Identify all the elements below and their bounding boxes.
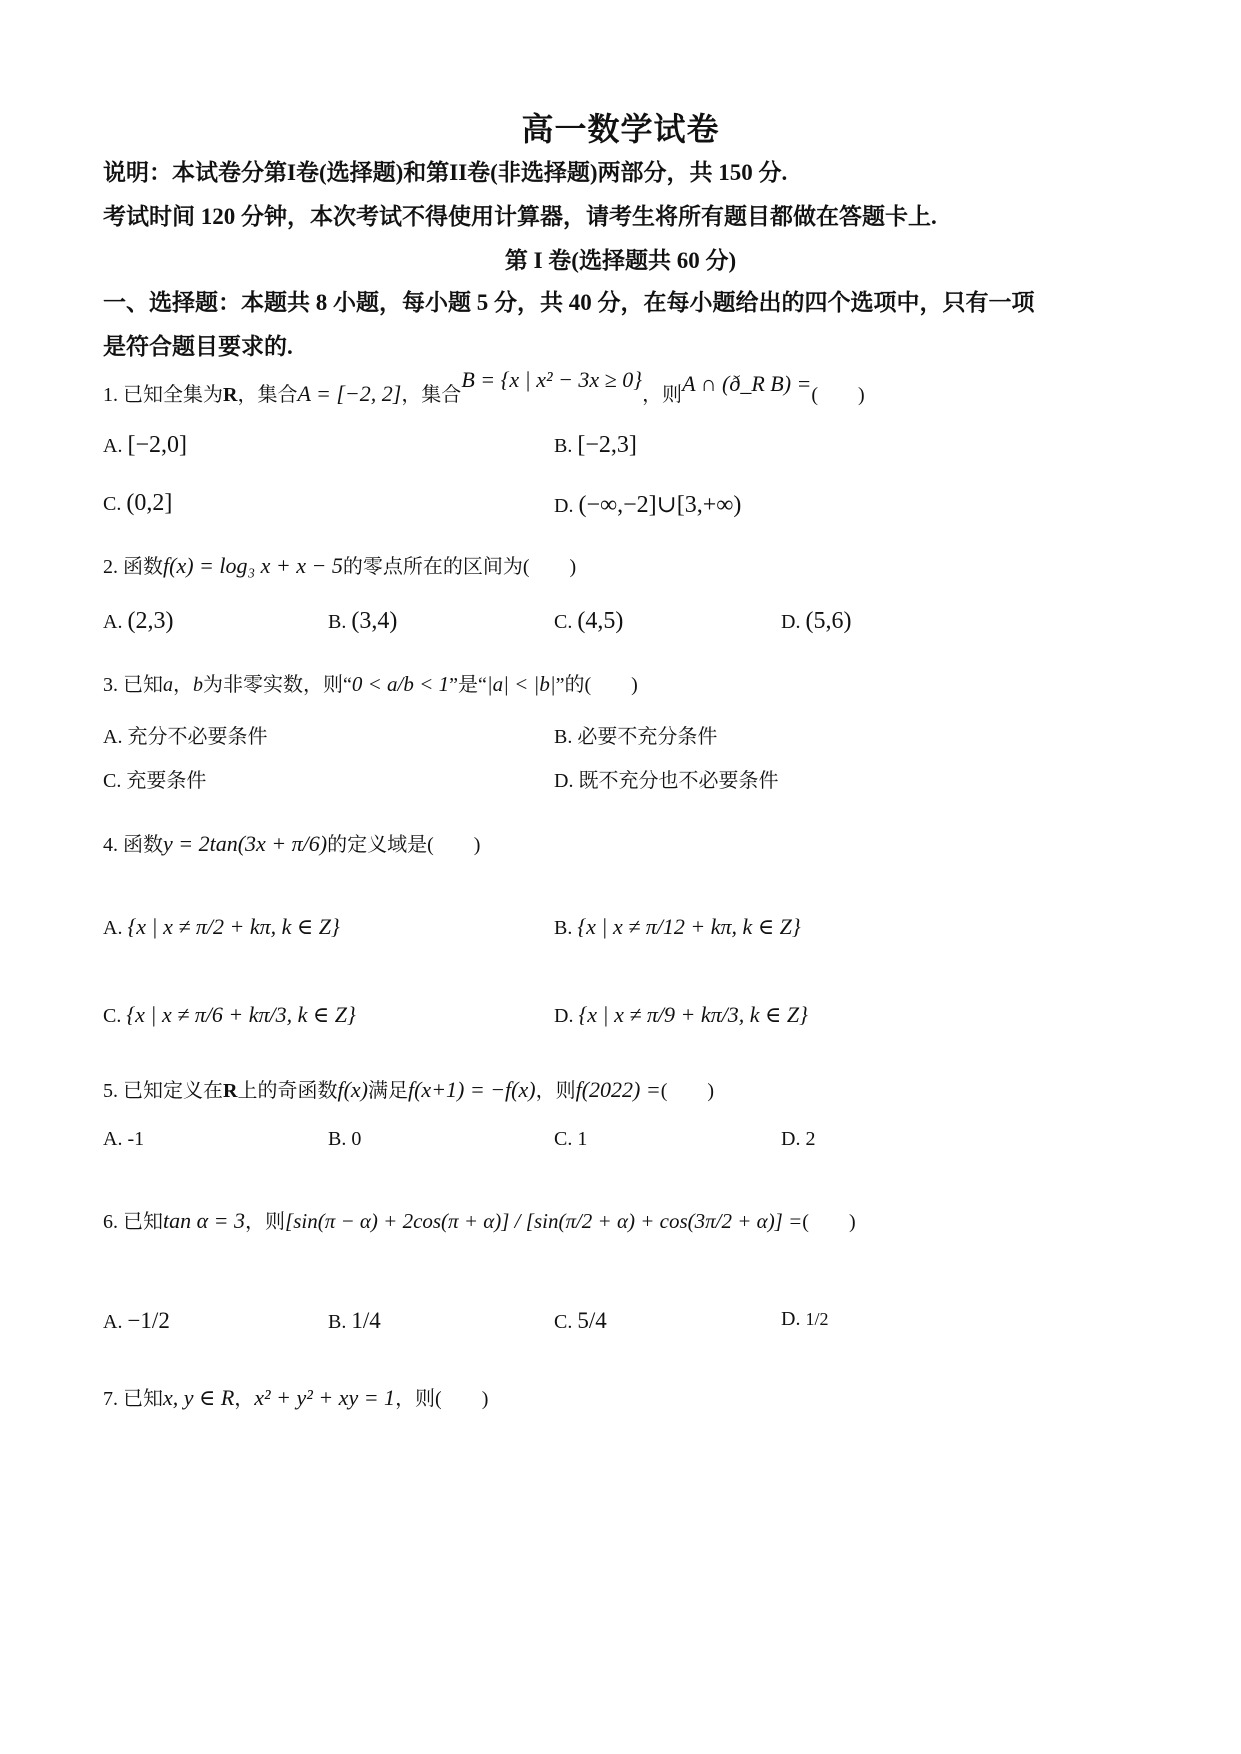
section-instruction-2: 是符合题目要求的. (103, 334, 293, 359)
q5-R: R (223, 1080, 238, 1102)
q6-option-B-text: 1/4 (351, 1308, 381, 1333)
intro-line-2: 考试时间 120 分钟，本次考试不得使用计算器，请考生将所有题目都做在答题卡上. (103, 204, 937, 229)
q5-option-A-text: -1 (127, 1128, 145, 1150)
q2-option-B-text: (3,4) (351, 608, 398, 634)
q6-paren: ( ) (802, 1211, 856, 1233)
q1-option-D-label: D. (554, 495, 574, 517)
q7-condition: x² + y² + xy = 1 (254, 1385, 396, 1410)
q7-text-3: ，则( ) (395, 1388, 489, 1410)
q5-condition: f(x+1) = −f(x) (407, 1077, 536, 1102)
q5-function: f(x) (337, 1077, 368, 1102)
q5-option-A-label: A. (103, 1128, 123, 1150)
q2-option-C[interactable] (554, 608, 623, 635)
q6-option-D-text: 1/2 (805, 1309, 829, 1329)
q6-condition: tan α = 3 (163, 1208, 246, 1233)
q4-option-C-text: {x | x ≠ π/6 + kπ/3, k ∈ Z} (126, 1002, 356, 1027)
q6-option-D-label: D. (781, 1308, 801, 1330)
q3-option-D-text: 既不充分也不必要条件 (578, 770, 779, 792)
q1-paren: ( ) (811, 384, 865, 406)
q2-option-C-label: C. (554, 611, 573, 633)
q4-text-2: 的定义域是( ) (327, 834, 481, 856)
q3-text-3: 为非零实数，则“ (203, 674, 352, 696)
q3-option-C-text: 充要条件 (126, 770, 207, 792)
q5-text-4: ，则 (535, 1080, 576, 1102)
page-title: 高一数学试卷 (521, 111, 720, 147)
q3-option-B-label: B. (554, 726, 573, 748)
q6-text-1: 已知 (123, 1211, 163, 1233)
q3-option-A[interactable] (103, 720, 267, 749)
q2-option-D[interactable] (781, 608, 851, 635)
q3-text-4: ”是“ (449, 674, 487, 696)
q1-option-C[interactable] (103, 490, 172, 517)
q3-option-B-text: 必要不充分条件 (577, 726, 718, 748)
q2-option-B[interactable] (328, 608, 397, 635)
q4-number: 4. (103, 834, 118, 856)
q3-text-5: ”的( ) (555, 674, 638, 696)
q1-option-B-label: B. (554, 435, 573, 457)
q1-option-B-text: [−2,3] (577, 432, 637, 458)
q3-option-D[interactable] (554, 764, 778, 793)
q1-option-D-text: (−∞,−2]∪[3,+∞) (578, 492, 742, 518)
q6-option-B-label: B. (328, 1311, 347, 1333)
q2-option-D-text: (5,6) (805, 608, 852, 634)
q4-option-A[interactable] (103, 914, 340, 940)
q5-option-D-label: D. (781, 1128, 801, 1150)
q5-option-A[interactable] (103, 1128, 144, 1151)
q5-option-B-label: B. (328, 1128, 347, 1150)
q1-option-C-text: (0,2] (126, 490, 173, 516)
q3-option-C-label: C. (103, 770, 122, 792)
q4-option-D[interactable] (554, 1002, 808, 1028)
q2-expression: f(x) = log₃ x + x − 5 (163, 553, 343, 578)
q1-option-A[interactable] (103, 432, 187, 459)
q4-expression: y = 2tan(3x + π/6) (163, 831, 328, 856)
q3-option-A-text: 充分不必要条件 (127, 726, 268, 748)
q6-option-A-text: −1/2 (127, 1308, 170, 1333)
q3-condition-1: 0 < a/b < 1 (351, 672, 450, 696)
question-4 (103, 828, 480, 857)
q5-expression: f(2022) = (575, 1077, 661, 1102)
q5-option-C[interactable] (554, 1128, 587, 1151)
q5-text-3: 满足 (367, 1080, 408, 1102)
q5-option-B[interactable] (328, 1128, 361, 1151)
q1-text-3: ，集合 (401, 384, 462, 406)
q3-number: 3. (103, 674, 118, 696)
section-heading: 第 I 卷(选择题共 60 分) (504, 248, 737, 273)
q3-option-C[interactable] (103, 764, 206, 793)
q1-option-D[interactable] (554, 490, 741, 519)
q6-text-2: ，则 (245, 1211, 286, 1233)
q6-number: 6. (103, 1211, 118, 1233)
q2-option-A-text: (2,3) (127, 608, 174, 634)
q6-option-C[interactable] (554, 1308, 607, 1334)
q3-text-1: 已知 (123, 674, 163, 696)
question-7 (103, 1382, 488, 1411)
q7-text-1: 已知 (123, 1388, 163, 1410)
q1-option-A-text: [−2,0] (127, 432, 187, 458)
q7-text-2: ， (234, 1388, 255, 1410)
q5-option-C-text: 1 (577, 1128, 588, 1150)
q5-option-D[interactable] (781, 1128, 815, 1151)
q1-text-4: ，则 (642, 384, 683, 406)
q1-number: 1. (103, 384, 118, 406)
q6-option-A-label: A. (103, 1311, 123, 1333)
question-2 (103, 550, 576, 579)
q6-option-D[interactable] (781, 1308, 828, 1331)
q3-var-a: a (163, 674, 173, 696)
q2-option-C-text: (4,5) (577, 608, 624, 634)
q5-option-C-label: C. (554, 1128, 573, 1150)
q7-number: 7. (103, 1388, 118, 1410)
intro-line-1: 说明：本试卷分第I卷(选择题)和第II卷(非选择题)两部分，共 150 分. (103, 160, 788, 185)
q6-expression: [sin(π − α) + 2cos(π + α)] / [sin(π/2 + α) + cos(3π/2 + α)] = (285, 1209, 803, 1233)
q5-text-2: 上的奇函数 (237, 1080, 338, 1102)
q6-option-C-label: C. (554, 1311, 573, 1333)
q4-option-D-label: D. (554, 1005, 574, 1027)
q4-option-D-text: {x | x ≠ π/9 + kπ/3, k ∈ Z} (578, 1002, 808, 1027)
q1-set-A: A = [−2, 2] (297, 381, 402, 406)
q2-option-B-label: B. (328, 611, 347, 633)
q5-number: 5. (103, 1080, 118, 1102)
q1-option-B[interactable] (554, 432, 637, 459)
q1-option-C-label: C. (103, 493, 122, 515)
q2-option-A[interactable] (103, 608, 173, 635)
q1-option-A-label: A. (103, 435, 123, 457)
q5-paren: ( ) (660, 1080, 715, 1102)
q5-option-B-text: 0 (351, 1128, 362, 1150)
q3-text-2: ， (173, 674, 193, 696)
q3-condition-2: |a| < |b| (486, 672, 556, 696)
q1-R: R (223, 384, 238, 406)
q4-option-C[interactable] (103, 1002, 356, 1028)
q4-option-A-label: A. (103, 917, 123, 939)
q4-option-A-text: {x | x ≠ π/2 + kπ, k ∈ Z} (127, 914, 340, 939)
question-1 (103, 367, 865, 407)
q2-text-1: 函数 (123, 556, 163, 578)
q3-option-D-label: D. (554, 770, 574, 792)
q4-option-B[interactable] (554, 914, 801, 940)
q3-option-B[interactable] (554, 720, 717, 749)
q4-option-C-label: C. (103, 1005, 122, 1027)
q6-option-B[interactable] (328, 1308, 381, 1334)
q3-var-b: b (193, 674, 203, 696)
q4-option-B-text: {x | x ≠ π/12 + kπ, k ∈ Z} (577, 914, 801, 939)
q2-text-2: 的零点所在的区间为( ) (342, 556, 577, 578)
q2-number: 2. (103, 556, 118, 578)
q1-text-1: 已知全集为 (123, 384, 223, 406)
q2-option-D-label: D. (781, 611, 801, 633)
q7-variables: x, y ∈ R (163, 1385, 235, 1410)
q6-option-A[interactable] (103, 1308, 170, 1334)
q3-option-A-label: A. (103, 726, 123, 748)
q1-expression: A ∩ (ð_R B) = (682, 371, 812, 396)
q1-set-B: B = {x | x² − 3x ≥ 0} (461, 367, 643, 392)
q6-option-C-text: 5/4 (577, 1308, 607, 1333)
q2-option-A-label: A. (103, 611, 123, 633)
q4-option-B-label: B. (554, 917, 573, 939)
q5-text-1: 已知定义在 (123, 1080, 223, 1102)
q4-text-1: 函数 (123, 834, 163, 856)
q1-text-2: ，集合 (237, 384, 298, 406)
question-3 (103, 668, 638, 697)
q5-option-D-text: 2 (805, 1128, 816, 1150)
question-6 (103, 1205, 856, 1234)
question-5 (103, 1074, 714, 1103)
section-instruction-1: 一、选择题：本题共 8 小题，每小题 5 分，共 40 分，在每小题给出的四个选项中，只有一项 (103, 290, 1035, 315)
